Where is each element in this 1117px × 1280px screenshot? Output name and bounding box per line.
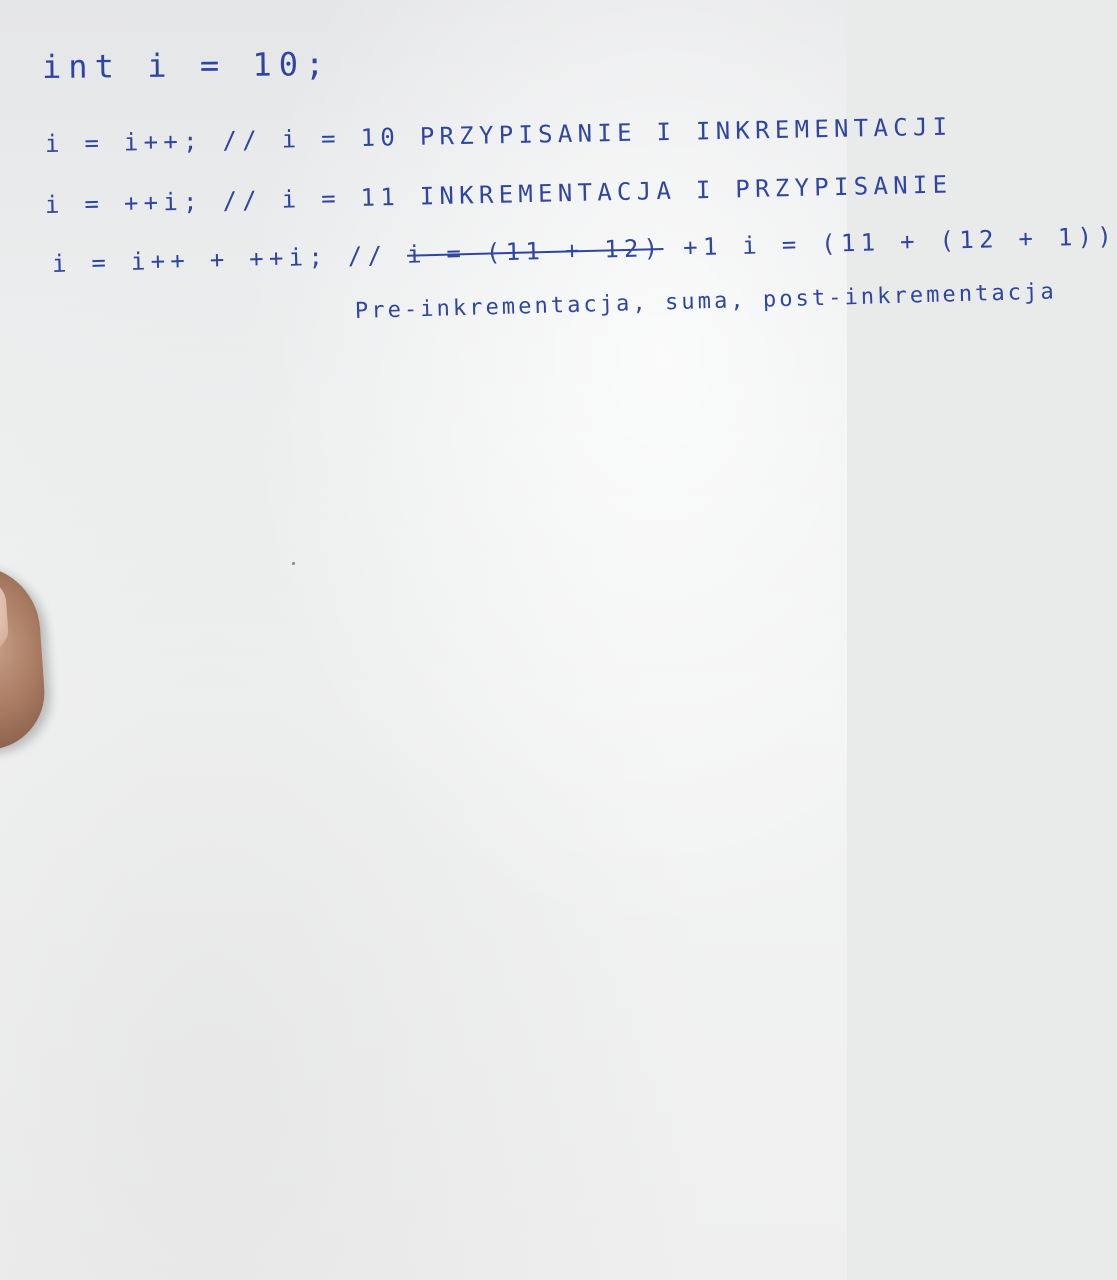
handwritten-line-3: i = ++i; // i = 11 INKREMENTACJA I PRZYPISANIE <box>44 170 953 219</box>
handwritten-line-4 <box>52 222 1117 278</box>
handwritten-line-1: int i = 10; <box>41 44 332 86</box>
line-4-suffix: +1 i = (11 + (12 + 1)) <box>682 222 1117 262</box>
line-4-prefix: i = i++ + ++i; // <box>51 241 388 278</box>
line-4-struck: i = (11 + 12) <box>406 233 664 269</box>
handwritten-line-2: i = i++; // i = 10 PRZYPISANIE I INKREMENTACJI <box>44 112 953 158</box>
ink-dot <box>292 562 295 565</box>
thumb-nail <box>0 577 9 652</box>
handwritten-line-5: Pre-inkrementacja, suma, post-inkrementacja <box>354 279 1058 324</box>
